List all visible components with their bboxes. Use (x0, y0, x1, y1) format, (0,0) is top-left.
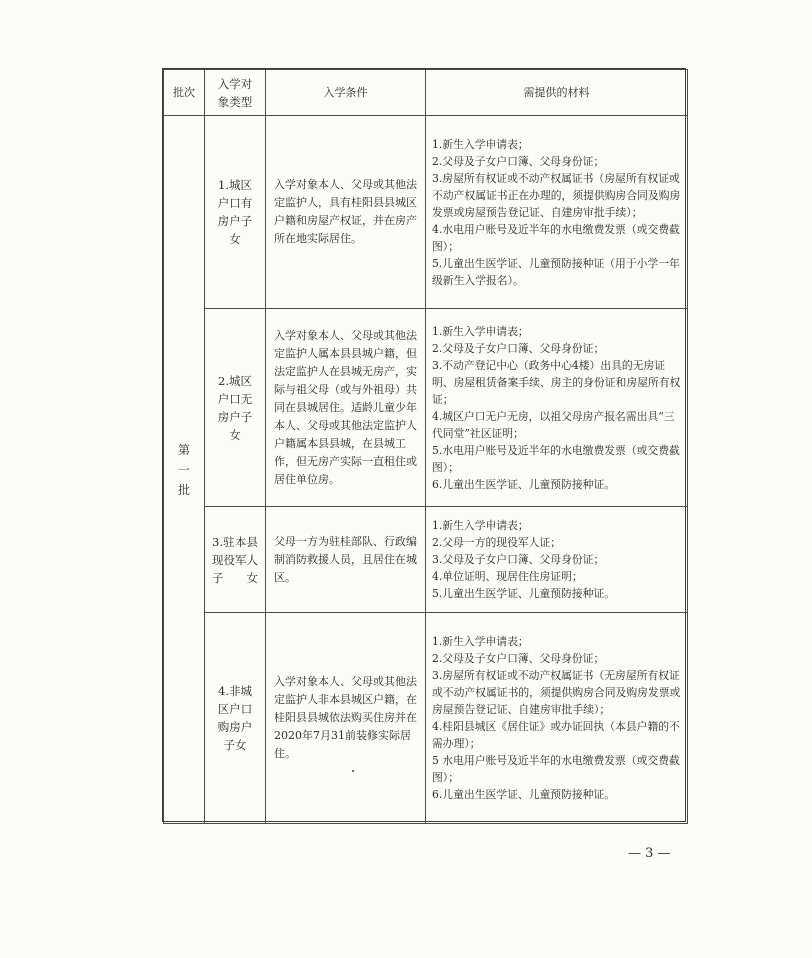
type-label: 3.驻本县现役军人子女 (212, 534, 258, 585)
materials-cell (426, 309, 688, 507)
header-batch: 批次 (164, 70, 205, 116)
condition-text: 父母一方为驻桂部队、行政编制消防救援人员，且居住在城区。 (274, 534, 417, 584)
stray-dot (352, 770, 354, 772)
batch-label: 第一批 (177, 442, 190, 497)
material-item: 3.房屋所有权证或不动产权属证书（房屋所有权证或不动产权属证书正在办理的，须提供购房合同及购房发票或房屋预告登记证、自建房审批手续）； (432, 171, 681, 219)
material-item: 4.水电用户账号及近半年的水电缴费发票（或交费截图）； (432, 222, 680, 253)
type-label: 1.城区户口有房户子女 (217, 178, 253, 246)
material-item: 1.新生入学申请表； (432, 635, 529, 648)
type-label: 4.非城区户口购房户子女 (217, 684, 253, 752)
page-number: — 3 — (628, 846, 671, 861)
enrollment-table-frame (162, 68, 686, 822)
type-label: 2.城区户口无房户子女 (217, 373, 253, 442)
table-row (164, 116, 688, 309)
material-item: 2.父母及子女户口簿、父母身份证； (432, 154, 605, 168)
material-item: 3.不动产登记中心（政务中心4楼）出具的无房证明、房屋租赁备案手续、房主的身份证和房屋所有权证； (432, 358, 681, 406)
header-condition: 入学条件 (266, 70, 426, 116)
condition-cell (266, 309, 426, 507)
materials-cell (426, 116, 688, 309)
material-item: 2.父母一方的现役军人证； (432, 536, 562, 549)
material-item: 4.城区户口无户无房，以祖父母房产报名需出具“三代同堂”社区证明； (432, 409, 675, 440)
type-cell (205, 309, 266, 507)
table-row (164, 309, 688, 507)
material-item: 1.新生入学申请表； (432, 519, 529, 532)
condition-text: 入学对象本人、父母或其他法定监护人属本县县城户籍，但法定监护人在县城无房产，实际与祖父母（或与外祖母）共同在县城居住。适龄儿童少年本人、父母或其他法定监护人户籍属本县县城，在县城工作，但无房产实际一直租住或居住单位房。 (274, 328, 417, 486)
condition-cell (266, 613, 426, 824)
enrollment-table (163, 69, 688, 824)
material-item: 5.水电用户账号及近半年的水电缴费发票（或交费截图）； (432, 443, 680, 474)
condition-text: 入学对象本人、父母或其他法定监护人，具有桂阳县县城区户籍和房屋产权证，并在房产所在地实际居住。 (274, 178, 417, 245)
materials-cell (426, 507, 688, 613)
material-item: 2.父母及子女户口簿、父母身份证； (432, 341, 605, 355)
type-cell (205, 507, 266, 613)
table-row (164, 613, 688, 824)
material-item: 3.房屋所有权证或不动产权属证书（无房屋所有权证或不动产权属证书的，须提供购房合同及购房发票或房屋预告登记证、自建房审批手续）； (432, 669, 681, 716)
table-row (164, 507, 688, 613)
type-cell (205, 613, 266, 824)
material-item: 6.儿童出生医学证、儿童预防接种证。 (432, 477, 616, 491)
material-item: 6.儿童出生医学证、儿童预防接种证。 (432, 788, 616, 801)
condition-text: 入学对象本人、父母或其他法定监护人非本县城区户籍，在桂阳县县城依法购买住房并在2020年7月31前装修实际居住。 (274, 675, 417, 760)
material-item: 4.单位证明、现居住住房证明； (432, 570, 583, 583)
batch-cell (164, 116, 205, 824)
condition-cell (266, 507, 426, 613)
material-item: 3.父母及子女户口簿、父母身份证； (432, 553, 605, 566)
material-item: 1.新生入学申请表； (432, 324, 529, 338)
material-item: 4.桂阳县城区《居住证》或办证回执（本县户籍的不需办理）； (432, 720, 680, 750)
material-item: 5 水电用户账号及近半年的水电缴费发票（或交费截图）； (432, 754, 680, 784)
materials-cell (426, 613, 688, 824)
material-item: 1.新生入学申请表； (432, 137, 529, 151)
material-item: 5.儿童出生医学证、儿童预防接种证（用于小学一年级新生入学报名）。 (432, 256, 680, 287)
table-header-row (164, 70, 688, 116)
condition-cell (266, 116, 426, 309)
header-type: 入学对象类型 (205, 70, 266, 116)
material-item: 2.父母及子女户口簿、父母身份证； (432, 652, 605, 665)
header-materials: 需提供的材料 (426, 70, 688, 116)
type-cell (205, 116, 266, 309)
material-item: 5.儿童出生医学证、儿童预防接种证。 (432, 587, 616, 600)
